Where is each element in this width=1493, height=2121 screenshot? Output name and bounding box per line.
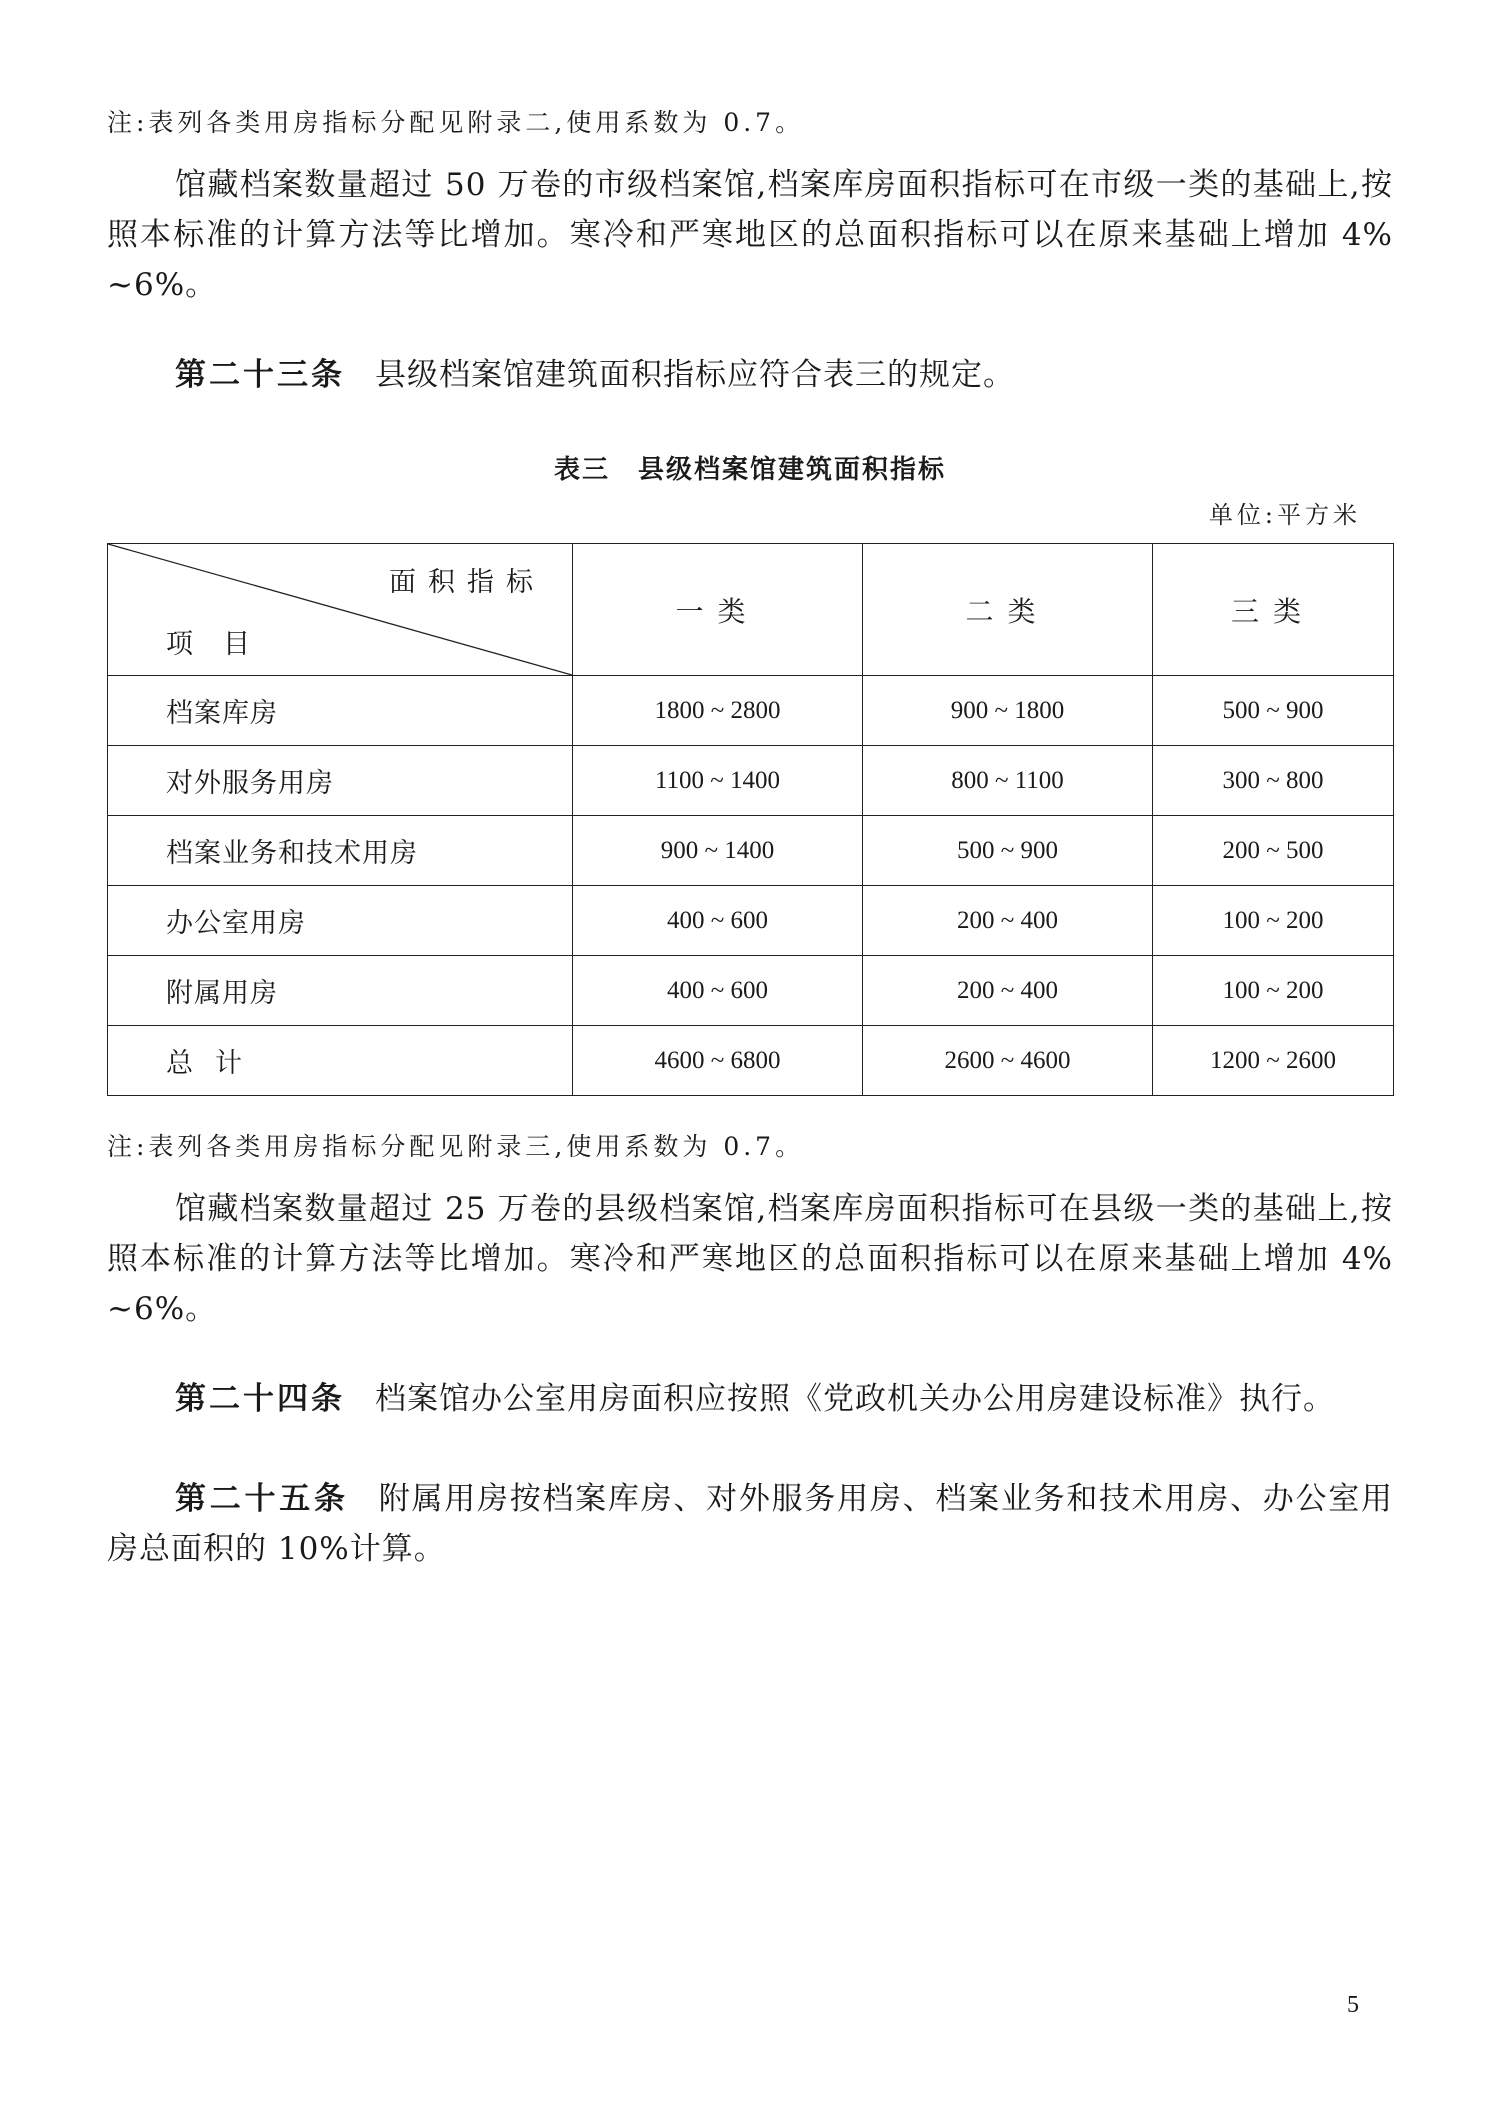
table-cell: 100 ~ 200 [1153, 956, 1394, 1026]
table-cell: 1100 ~ 1400 [573, 746, 863, 816]
row-label: 总计 [108, 1026, 573, 1096]
article-25-text: 附属用房按档案库房、对外服务用房、档案业务和技术用房、办公室用房总面积的 10%计算。 [107, 1481, 1394, 1567]
table-row [108, 676, 1394, 746]
table-row [108, 886, 1394, 956]
table-row [108, 746, 1394, 816]
table-cell: 500 ~ 900 [863, 816, 1153, 886]
table-corner-cell [108, 544, 573, 676]
article-23 [107, 350, 1393, 400]
table-row [108, 816, 1394, 886]
area-index-table [107, 543, 1394, 1096]
table-cell: 200 ~ 400 [863, 956, 1153, 1026]
table-cell: 400 ~ 600 [573, 886, 863, 956]
table-cell: 1800 ~ 2800 [573, 676, 863, 746]
row-label: 对外服务用房 [108, 746, 573, 816]
table-cell: 4600 ~ 6800 [573, 1026, 863, 1096]
table-header-row [108, 544, 1394, 676]
article-25-title: 第二十五条 [175, 1481, 349, 1517]
paragraph-county-archives: 馆藏档案数量超过 25 万卷的县级档案馆,档案库房面积指标可在县级一类的基础上,按照本标准的计算方法等比增加。寒冷和严寒地区的总面积指标可以在原来基础上增加 4% ~6%。 [107, 1191, 1393, 1327]
row-label: 档案业务和技术用房 [108, 816, 573, 886]
table-cell: 1200 ~ 2600 [1153, 1026, 1394, 1096]
column-header-class-1: 一类 [573, 544, 863, 676]
table-cell: 2600 ~ 4600 [863, 1026, 1153, 1096]
paragraph-city-archives: 馆藏档案数量超过 50 万卷的市级档案馆,档案库房面积指标可在市级一类的基础上,按照本标准的计算方法等比增加。寒冷和严寒地区的总面积指标可以在原来基础上增加 4% ~6%。 [107, 167, 1393, 303]
table-title: 表三 县级档案馆建筑面积指标 [553, 455, 946, 485]
corner-header-area: 面积指标 [389, 567, 545, 598]
article-23-title: 第二十三条 [175, 357, 345, 393]
table-row [108, 956, 1394, 1026]
note-appendix-two: 注:表列各类用房指标分配见附录二,使用系数为 0.7。 [107, 108, 805, 137]
article-23-text: 县级档案馆建筑面积指标应符合表三的规定。 [375, 357, 1015, 393]
row-label: 附属用房 [108, 956, 573, 1026]
row-label: 档案库房 [108, 676, 573, 746]
column-header-class-2: 二类 [863, 544, 1153, 676]
table-cell: 300 ~ 800 [1153, 746, 1394, 816]
table-cell: 200 ~ 500 [1153, 816, 1394, 886]
table-cell: 400 ~ 600 [573, 956, 863, 1026]
article-24 [107, 1374, 1393, 1424]
page-number: 5 [1347, 1992, 1359, 2018]
table-cell: 100 ~ 200 [1153, 886, 1394, 956]
article-24-text: 档案馆办公室用房面积应按照《党政机关办公用房建设标准》执行。 [375, 1381, 1335, 1417]
corner-header-item: 项目 [166, 629, 280, 660]
table-cell: 800 ~ 1100 [863, 746, 1153, 816]
article-25 [107, 1474, 1393, 1574]
table-unit: 单位:平方米 [1208, 501, 1361, 529]
table-cell: 500 ~ 900 [1153, 676, 1394, 746]
column-header-class-3: 三类 [1153, 544, 1394, 676]
table-row-total [108, 1026, 1394, 1096]
table-cell: 900 ~ 1800 [863, 676, 1153, 746]
table-cell: 900 ~ 1400 [573, 816, 863, 886]
article-24-title: 第二十四条 [175, 1381, 345, 1417]
note-appendix-three: 注:表列各类用房指标分配见附录三,使用系数为 0.7。 [107, 1132, 805, 1161]
table-cell: 200 ~ 400 [863, 886, 1153, 956]
row-label: 办公室用房 [108, 886, 573, 956]
